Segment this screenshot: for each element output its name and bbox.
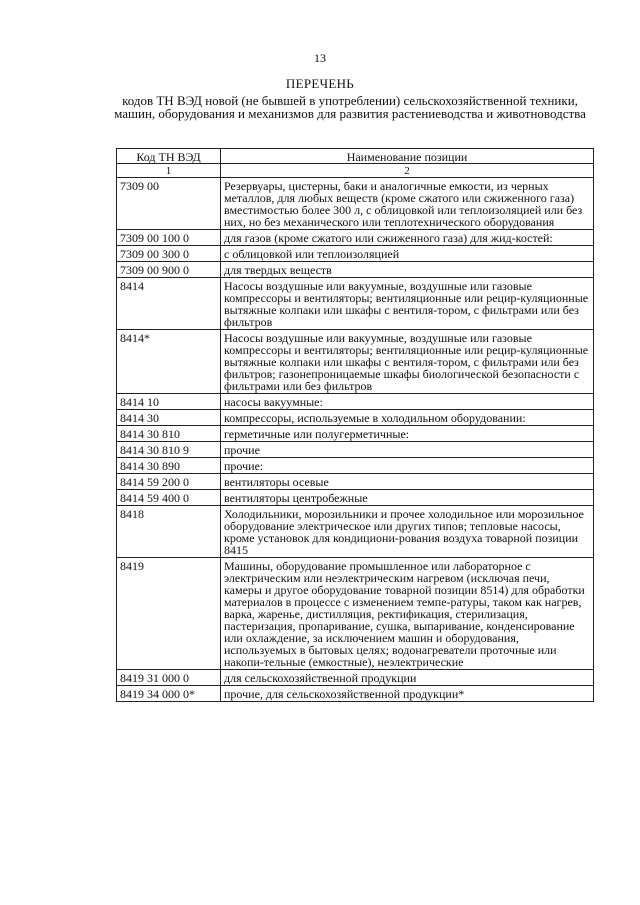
column-number-2: 2 <box>221 164 594 178</box>
row-code: 7309 00 900 0 <box>117 262 221 278</box>
row-name: прочие, для сельскохозяйственной продукции* <box>221 686 594 702</box>
row-name: герметичные или полугерметичные: <box>221 426 594 442</box>
row-code: 8414 30 810 9 <box>117 442 221 458</box>
row-code: 8419 31 000 0 <box>117 670 221 686</box>
table-header-row <box>117 149 594 164</box>
document-title: ПЕРЕЧЕНЬ <box>285 76 355 91</box>
row-name: Резервуары, цистерны, баки и аналогичные емкости, из черных металлов, для любых веществ (кроме сжатого или сжиженного газа) вместимостью более 300 л, с облицовкой или теплоизоляцией или без них, но без механического или теплотехнического оборудования <box>221 178 594 230</box>
row-code: 8414 30 <box>117 410 221 426</box>
row-name: для сельскохозяйственной продукции <box>221 670 594 686</box>
table-row <box>117 410 594 426</box>
page-number: 13 <box>314 51 326 65</box>
table-row <box>117 230 594 246</box>
row-code: 8414 59 200 0 <box>117 474 221 490</box>
table-row <box>117 178 594 230</box>
table-row <box>117 490 594 506</box>
row-code: 7309 00 100 0 <box>117 230 221 246</box>
row-code: 8414* <box>117 330 221 394</box>
row-code: 8414 10 <box>117 394 221 410</box>
table-row <box>117 670 594 686</box>
row-name: компрессоры, используемые в холодильном оборудовании: <box>221 410 594 426</box>
table-row <box>117 442 594 458</box>
row-code: 8414 30 890 <box>117 458 221 474</box>
row-code: 7309 00 <box>117 178 221 230</box>
row-name: вентиляторы центробежные <box>221 490 594 506</box>
codes-table <box>116 148 594 702</box>
table-row <box>117 278 594 330</box>
table-row <box>117 558 594 670</box>
row-name: для газов (кроме сжатого или сжиженного газа) для жид-костей: <box>221 230 594 246</box>
table-body <box>117 178 594 702</box>
table-column-number-row <box>117 164 594 178</box>
row-name: Насосы воздушные или вакуумные, воздушные или газовые компрессоры и вентиляторы; вентиляционные или рецир-куляционные вытяжные колпаки или шкафы с вентиля-тором, с фильтрами или без фильтров <box>221 278 594 330</box>
header-code: Код ТН ВЭД <box>117 149 221 164</box>
row-name: для твердых веществ <box>221 262 594 278</box>
table-row <box>117 474 594 490</box>
row-code: 8414 30 810 <box>117 426 221 442</box>
table-row <box>117 246 594 262</box>
row-code: 8418 <box>117 506 221 558</box>
row-name: с облицовкой или теплоизоляцией <box>221 246 594 262</box>
table-row <box>117 426 594 442</box>
row-code: 8414 <box>117 278 221 330</box>
row-name: вентиляторы осевые <box>221 474 594 490</box>
row-name: Холодильники, морозильники и прочее холодильное или морозильное оборудование электрическое или других типов; тепловые насосы, кроме установок для кондициони-рования воздуха товарной позиции 8415 <box>221 506 594 558</box>
table-row <box>117 686 594 702</box>
row-name: насосы вакуумные: <box>221 394 594 410</box>
row-code: 7309 00 300 0 <box>117 246 221 262</box>
table-row <box>117 330 594 394</box>
column-number-1: 1 <box>117 164 221 178</box>
table-row <box>117 262 594 278</box>
row-code: 8419 34 000 0* <box>117 686 221 702</box>
header-name: Наименование позиции <box>221 149 594 164</box>
row-name: прочие: <box>221 458 594 474</box>
row-code: 8414 59 400 0 <box>117 490 221 506</box>
document-subtitle: кодов ТН ВЭД новой (не бывшей в употреблении) сельскохозяйственной техники, машин, оборудования и механизмов для развития растениеводства и животноводства <box>114 93 586 121</box>
table-row <box>117 458 594 474</box>
row-name: Машины, оборудование промышленное или лабораторное с электрическим или неэлектрическим нагревом (исключая печи, камеры и другое оборудование товарной позиции 8514) для обработки материалов в процессе с изменением темпе-ратуры, таком как нагрев, варка, жаренье, дистилляция, ректификация, стерилизация, пастеризация, пропаривание, сушка, выпаривание, конденсирование или охлаждение, за исключением машин и оборудования, используемых в бытовых целях; водонагреватели проточные или накопи-тельные (емкостные), неэлектрические <box>221 558 594 670</box>
table-row <box>117 506 594 558</box>
row-code: 8419 <box>117 558 221 670</box>
row-name: прочие <box>221 442 594 458</box>
row-name: Насосы воздушные или вакуумные, воздушные или газовые компрессоры и вентиляторы; вентиляционные или рецир-куляционные вытяжные колпаки или шкафы с вентиля-тором, с фильтрами или без фильтров; газонепроницаемые шкафы биологической безопасности с фильтрами или без фильтров <box>221 330 594 394</box>
table-row <box>117 394 594 410</box>
